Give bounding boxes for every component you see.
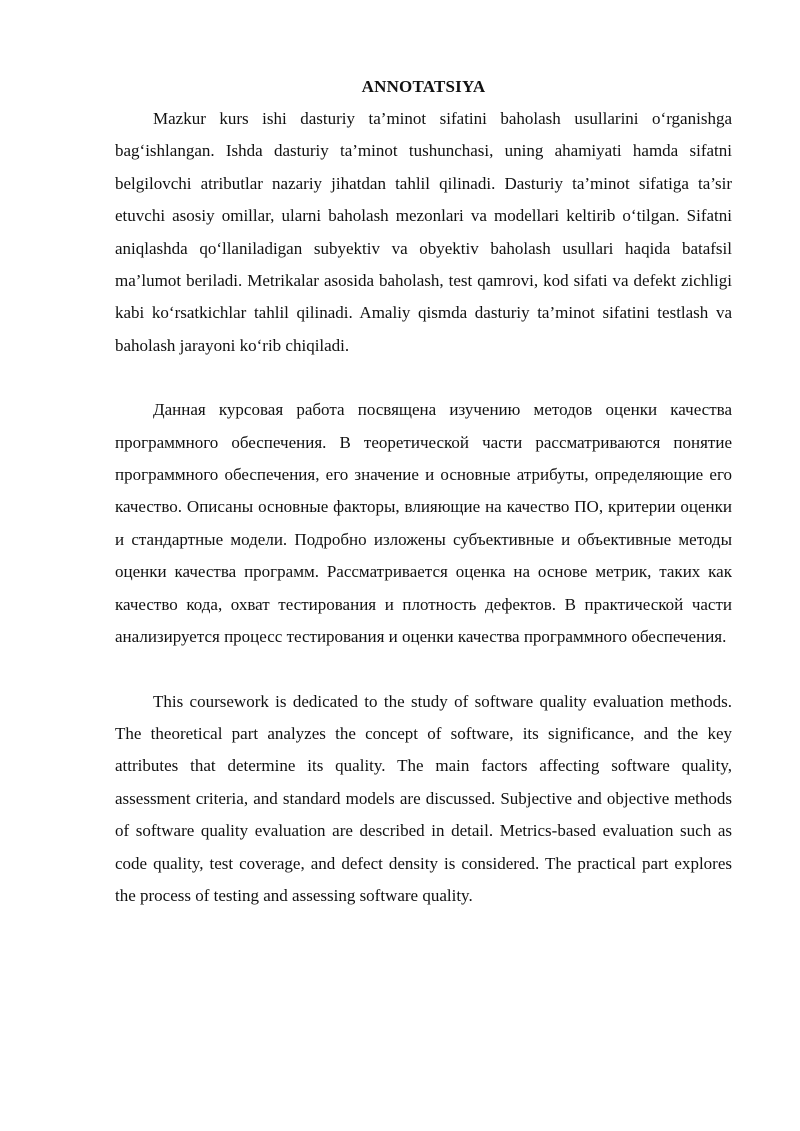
paragraph-russian: Данная курсовая работа посвящена изучению методов оценки качества программного обеспечения. В теоретической части рассматриваются понятие программного обеспечения, его значение и основные атрибуты, определяющие его качество. Описаны основные факторы, влияющие на качество ПО, критерии оценки и стандартные модели. Подробно изложены субъективные и объективные методы оценки качества программ. Рассматривается оценка на основе метрик, таких как качество кода, охват тестирования и плотность дефектов. В практической части анализируется процесс тестирования и оценки качества программного обеспечения. xyxy=(115,400,732,647)
annotation-body xyxy=(115,74,732,912)
paragraph-uzbek: Mazkur kurs ishi dasturiy ta’minot sifatini baholash usullarini o‘rganishga bag‘ishlangan. Ishda dasturiy ta’minot tushunchasi, uning ahamiyati hamda sifatni belgilovchi atributlar nazariy jihatdan tahlil qilinadi. Dasturiy ta’minot sifatiga ta’sir etuvchi asosiy omillar, ularni baholash mezonlari va modellari keltirib o‘tilgan. Sifatni aniqlashda qo‘llaniladigan subyektiv va obyektiv baholash usullari haqida batafsil ma’lumot beriladi. Metrikalar asosida baholash, test qamrovi, kod sifati va defekt zichligi kabi ko‘rsatkichlar tahlil qilinadi. Amaliy qismda dasturiy ta’minot sifatini testlash va baholash jarayoni ko‘rib chiqiladi. xyxy=(115,109,732,355)
page-title: ANNOTATSIYA xyxy=(361,77,486,96)
paragraph-english: This coursework is dedicated to the study of software quality evaluation methods. The theoretical part analyzes the concept of software, its significance, and the key attributes that determine its quality. The main factors affecting software quality, assessment criteria, and standard models are discussed. Subjective and objective methods of software quality evaluation are described in detail. Metrics-based evaluation such as code quality, test coverage, and defect density is considered. The practical part explores the process of testing and assessing software quality. xyxy=(115,691,732,905)
